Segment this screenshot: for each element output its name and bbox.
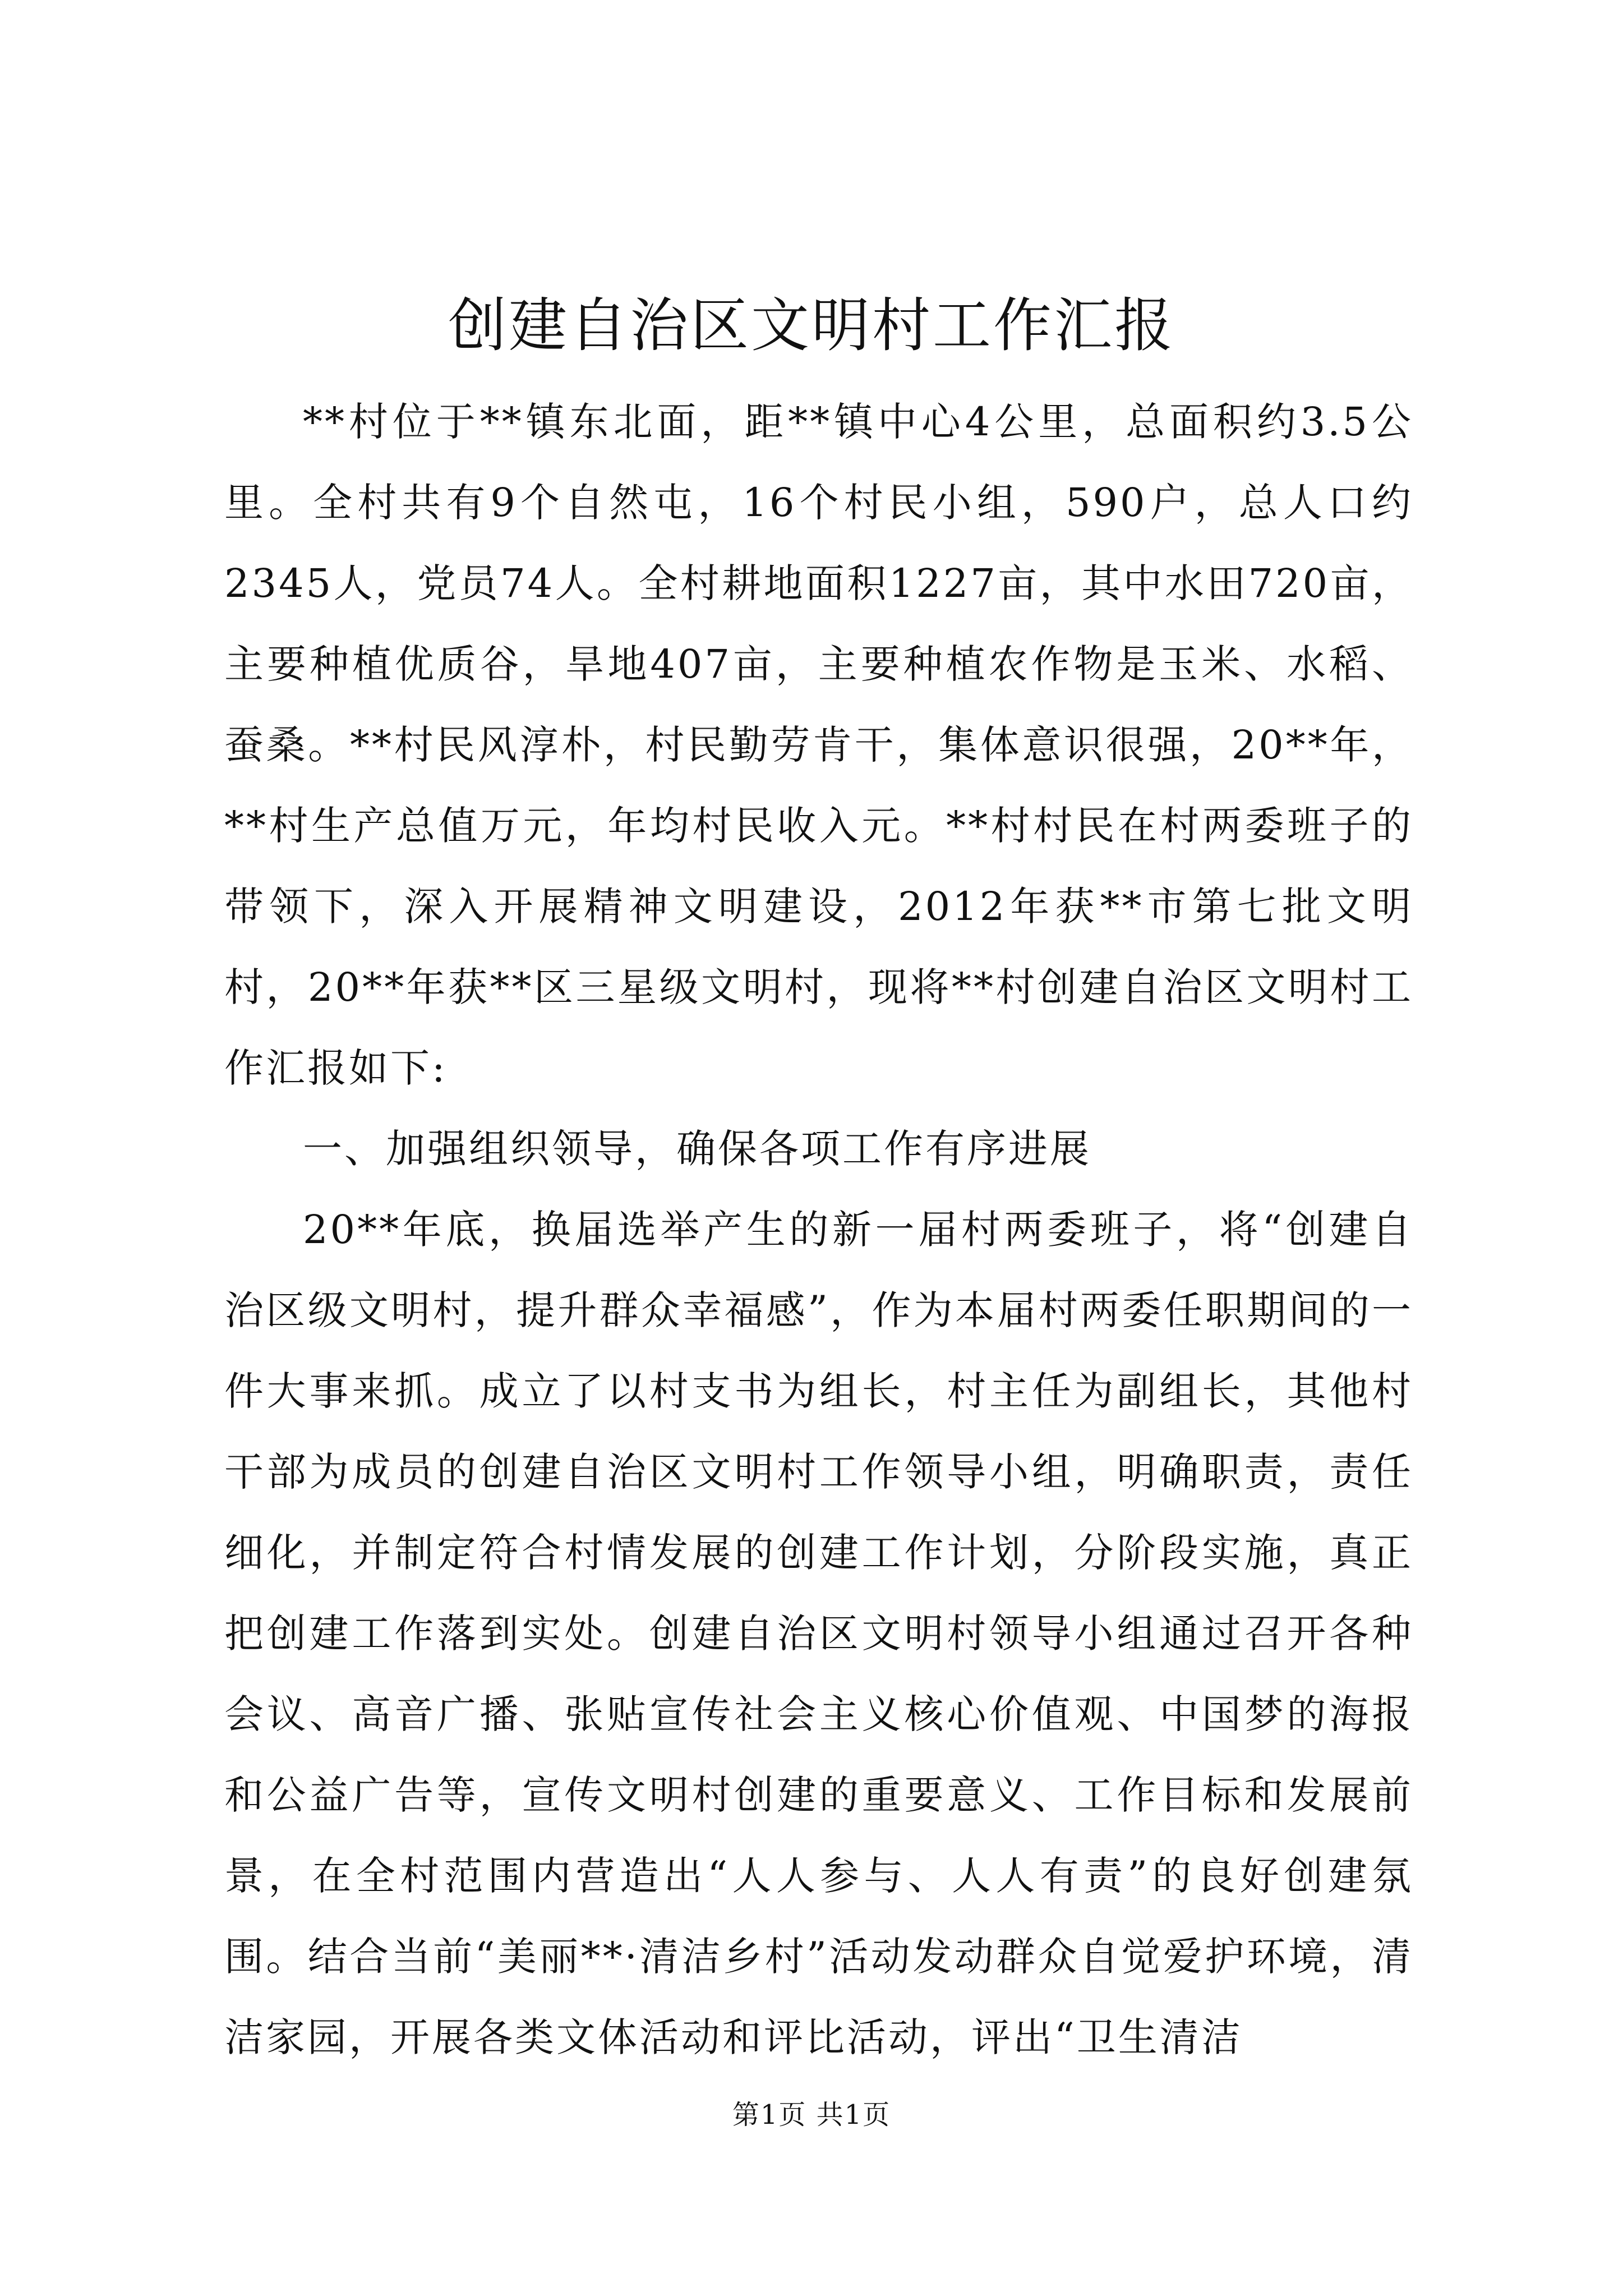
document-body (224, 381, 1413, 2078)
section-heading: 一、加强组织领导，确保各项工作有序进展 (303, 1126, 1091, 1172)
document-title: 创建自治区文明村工作汇报 (448, 291, 1175, 360)
section-paragraph: 20**年底，换届选举产生的新一届村两委班子，将“创建自治区级文明村，提升群众幸福感”，作为本届村两委任职期间的一件大事来抓。成立了以村支书为组长，村主任为副组长，其他村干部为成员的创建自治区文明村工作领导小组，明确职责，责任细化，并制定符合村情发展的创建工作计划，分阶段实施，真正把创建工作落到实处。创建自治区文明村领导小组通过召开各种会议、高音广播、张贴宣传社会主义核心价值观、中国梦的海报和公益广告等，宣传文明村创建的重要意义、工作目标和发展前景，在全村范围内营造出“人人参与、人人有责”的良好创建氛围。结合当前“美丽**·清洁乡村”活动发动群众自觉爱护环境，清洁家园，开展各类文体活动和评比活动，评出“卫生清洁 (224, 1207, 1413, 2060)
page-footer: 第1页 共1页 (732, 2099, 891, 2131)
intro-paragraph: **村位于**镇东北面，距**镇中心4公里，总面积约3.5公里。全村共有9个自然屯，16个村民小组，590户，总人口约2345人，党员74人。全村耕地面积1227亩，其中水田720亩，主要种植优质谷，旱地407亩，主要种植农作物是玉米、水稻、蚕桑。**村民风淳朴，村民勤劳肯干，集体意识很强，20**年，**村生产总值万元，年均村民收入元。**村村民在村两委班子的带领下，深入开展精神文明建设，2012年获**市第七批文明村，20**年获**区三星级文明村，现将**村创建自治区文明村工作汇报如下: (224, 399, 1413, 1091)
